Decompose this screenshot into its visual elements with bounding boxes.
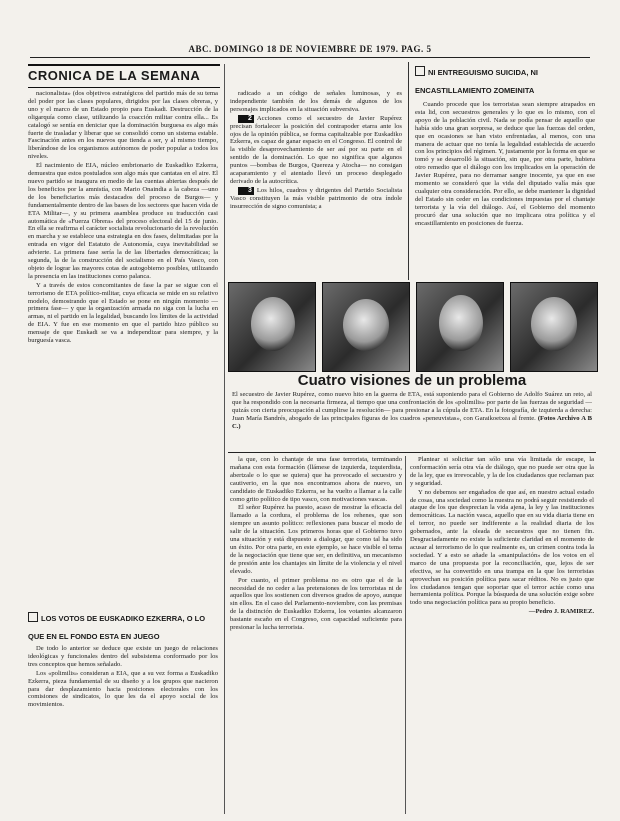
column-1-bottom [28, 645, 218, 815]
col1b-paragraph-1: De todo lo anterior se deduce que existe un juego de relaciones ideológicas y funcionales dentro del subsistema conformado por los tres conceptos que hemos señalado. [28, 645, 218, 668]
square-bullet-icon [28, 612, 38, 622]
number-badge-2: 2 [238, 115, 254, 123]
bottom-c2-paragraph-2: El señor Rupérez ha puesto, acaso de mostrar la eficacia del llamado a la cordura, el problema de los rehenes, que son siempre un asunto político: reflexiones para buscar el modo de salir de la situación. Los primeros horas que el Gobierno tuvo una situación y está dispuesto a dialogar, que como tal ha sido un éxito. Por otra parte, en este ejemplo, se hace visible el tema de la negociación que tiene que ser, en definitiva, un mecanismo de presión ante los chantajes sin límite de la violencia y el nivel elevado. [230, 504, 402, 575]
caption-rule [228, 452, 596, 453]
portrait-3-icon [439, 295, 483, 351]
photo-4 [510, 282, 598, 372]
col3-paragraph-1: Cuando procede que los terroristas sean siempre atrapados en esta lid, con secuestros generales y lo que es lo mismo, con el apoyo de la población civil. Nada se podía pensar de aquello que había sido una gran sorpresa, se deduce que las fuerzas del orden, que en ocasiones se han visto enfrentadas, al menos, con una manera de actuar que no tenía la legalidad establecida de acuerdo con los principios del régimen. Y, justamente por la forma en que se tomó y se desarrolló la situación, sin que, por otra parte, hubiera otro remedio que el diálogo con los implicados en la operación de Javier Rupérez, para no derramar sangre inocente, ya que en ese momento se consideró que la vida del diputado valía más que cualquier otra consideración. Por ello, se debe mantener la dignidad del Estado sin ceder en las condiciones impuestas por el chantaje terrorista y la vía del diálogo. Así, el Gobierno del momento procuró dar una solución que no implicara otra política y el encastillamiento en posiciones de fuerza. [415, 101, 595, 227]
photo-credit: (Fotos Archivo A B C.) [232, 415, 592, 430]
header-rule [30, 57, 590, 58]
photo-2 [322, 282, 410, 372]
bottom-c2-paragraph-3: Por cuanto, el primer problema no es otro que el de la necesidad de no ceder a las pretensiones de los terroristas ni de aquellos que los sostienen con diversos grados de apoyo, aunque sin ellos. En el caso del Parlamento-noviembre, con las premisas de la distinción de Euskadiko Ezkerra, los votantes alcanzaron bastante escaño en el Congreso, con capacidad suficiente para presionar la lucha terrorista. [230, 576, 402, 632]
photo-caption [232, 391, 592, 447]
number-badge-3: 3 [238, 187, 254, 195]
col1-subheading-text: LOS VOTOS DE EUSKADIKO EZKERRA, O LO QUE EN EL FONDO ESTA EN JUEGO [28, 614, 206, 641]
col3-heading: NI ENTREGUISMO SUICIDA, NI ENCASTILLAMIENTO ZOMEINITA [415, 68, 539, 95]
photo-3 [416, 282, 504, 372]
col2-paragraph-2-text: Acciones como el secuestro de Javier Rupérez precisan fortalecer la posición del contrapoder etarra ante los ojos de la opinión pública, se forma capitalizable por Euskadiko Ezkerra, es capaz de ganar espacio en el Congreso. El control de la visible desaprovechamiento de ser así por su parte en el sentido de la dominación. Lo que no significa que algunos puntos —bombas de Burgos, Quereza y Atocha— no consigan acaparamiento y el atentado llevó un proceso desplegado derivado de la autocrítica. [230, 114, 402, 185]
section-title: CRONICA DE LA SEMANA [28, 68, 201, 83]
photo-1 [228, 282, 316, 372]
signature: —Pedro J. RAMIREZ. [528, 608, 594, 616]
photo-strip [228, 282, 596, 374]
col2-paragraph-1: radicado a un código de señales luminosas, y es independiente también de los demás de algunos de los personajes implicados en la situación subversiva. [230, 90, 402, 113]
col1-paragraph-3: Y a través de estos concomitantes de fase la par se sigue con el terrorismo de ETA político-militar, cuya eficacia se mide en su relativo modelo, demostrando que el Estado se pone en ningún momento —primera fase— y que la organización armada no siga con la lucha en armas, ni el partido en la legalidad, buscando los límites de la actividad de EIA. Y fue en ese momento en que el partido hizo público su mensaje de que Euskadi se va a independizar para siempre, y la burguesía vasca. [28, 281, 218, 345]
bottom-c3-paragraph-1: Plantear si solicitar tan sólo una vía limitada de escape, la conformación sería otra vía de diálogo, que no puede ser otra que la de la ley, que es irrevocable, y la de los ciudadanos que reclaman paz y seguridad. [410, 456, 594, 487]
photo-caption-text: El secuestro de Javier Rupérez, como nuevo hito en la guerra de ETA, está suponiendo para el Gobierno de Adolfo Suárez un reto, al que ha respondido con la necesaria firmeza, al tiempo que una confrontación de los «polimilis» por parte de las fuerzas de seguridad —quizás con cierta preocupación al cumplirse la resolución— para presionar a la cúpula de ETA. En la fotografía, de izquierda a derecha: Juan María Bandrés, abogado de las principales figuras de los cuadros «peneuvistas», con Garaikoetxea al frente. [232, 391, 592, 422]
bottom-c2-paragraph-1: la que, con lo chantaje de una fase terrorista, terminando mañana con esta formación (llámese de izquierda, izquierdista, abertzale o lo que se quiera) que ha provocado el secuestro y cautiverio, en la que nos encontramos ahora de nuevo, un candidato de Euskadiko Ezkerra, se ha vuelto a llamar a la calle como grito político de tipo vasco, con motivaciones vascas. [230, 456, 402, 503]
square-bullet-icon [415, 66, 425, 76]
portrait-4-icon [531, 297, 577, 351]
page-header: ABC. DOMINGO 18 DE NOVIEMBRE DE 1979. PAG. 5 [188, 44, 432, 54]
section-banner [28, 64, 220, 88]
col1-subheading [28, 608, 218, 644]
column-divider-2 [405, 456, 406, 814]
col1-paragraph-1: nacionalista» (dos objetivos estratégicos del partido más de su tema del poder por las clases populares, dirigidos por las clases obreras, y uno y el marco de un Estado propio para Euskadi. Destrucción de la oligarquía como clase, utilizando la coacción militar contra ella... Es catalogó se sentía en deniciar que la dominación burguesa es algo más fuerte de trasladar y liberar que se consolidó como un sistema estable. Fascinación antes en los nuevos que tienda a ser, y al mismo tiempo, liberándose de los organismos autónomos de poder popular a todos los niveles. [28, 90, 218, 161]
col2-paragraph-2 [230, 115, 402, 186]
column-2 [230, 90, 402, 275]
bottom-column-3 [410, 456, 594, 814]
col3-body [409, 101, 595, 291]
col2-paragraph-3 [230, 187, 402, 211]
column-3-box [408, 62, 595, 280]
column-1 [28, 90, 218, 570]
col2-paragraph-3-text: Los hilos, cuadros y dirigentes del Partido Socialista Vasco constituyen la más visible patrimonio de otra índole insurrección de signo comunista; a [230, 186, 402, 210]
col1b-paragraph-2: Los «polimilis» consideran a EIA, que a su vez forma a Euskadiko Ezkerra, pieza fundamental de su diseño y a los grupos que nacieron para dar desplazamiento hacia posiciones electorales con los comisiones de sindicatos, lo que les da el apoyo social de los movimientos. [28, 669, 218, 709]
portrait-2-icon [343, 299, 389, 351]
bottom-c3-paragraph-2: Y no debemos ser engañados de que así, en nuestro actual estado de cosas, una sociedad como la nuestra no podrá seguir resistiendo el ataque de los que desprecian la vida ajena, la ley y las instituciones democráticas. La nación vasca, aquello que en su vida diaria tiene en el terror, no puede ser indiferente a la realidad diaria de los gobernados, ante la oleada de secuestros que no tienen fin. Desgraciadamente no existe la suficiente claridad en el momento de acusar al terrorismo de lo que realmente es, un crimen contra toda la sociedad. Y a esto se añade la «manipulación» de los votos en el marco de una propuesta por la reconciliación, que, lejos de ser efectiva, se ha convertido en una trampa en la que los terroristas aprovechan su posición política para sacar réditos. No es justo que los ciudadanos tengan que soportar que el terror actúe como una herramienta política. Porque la búsqueda de una solución exige sobre todo una negociación política para su propio beneficio. [410, 488, 594, 607]
photo-title: Cuatro visiones de un problema [297, 372, 527, 389]
bottom-column-2 [230, 456, 402, 814]
portrait-1-icon [251, 297, 295, 351]
col1-paragraph-2: El nacimiento de EIA, núcleo embrionario de Euskadiko Ezkerra, demuestra que estos postulados son algo más que cantatas en el aire. El nuevo partido se inaugura en medio de las cuentas abiertas después de los beneficios por la amnistía, con Mario Onaindia a la cabeza —uno de los beneficiarios más destacados del proceso de Burgos— y fundamentalmente dentro de las bases de los sectores que hacen vida de ETA Militar—, y su primera asamblea produce su traducción casi automática de «Fuerza Obrera» del proceso electoral del 15 de junio. En ella se reafirma el carácter socialista revolucionario de la revolución en marcha y se establece una estrategia en dos fases, delimitadas por la entrada en vigor del Estatuto de Autonomía, cuya inevitabilidad se advierte. La primera fase sería la de las libertades democráticas; la segunda, la de la construcción del socialismo en el País Vasco, con objeto de lograr las mayores cotas de autogobierno posibles, utilizando la presencia en las instituciones como palanca. [28, 162, 218, 280]
column-divider-1 [224, 64, 225, 814]
